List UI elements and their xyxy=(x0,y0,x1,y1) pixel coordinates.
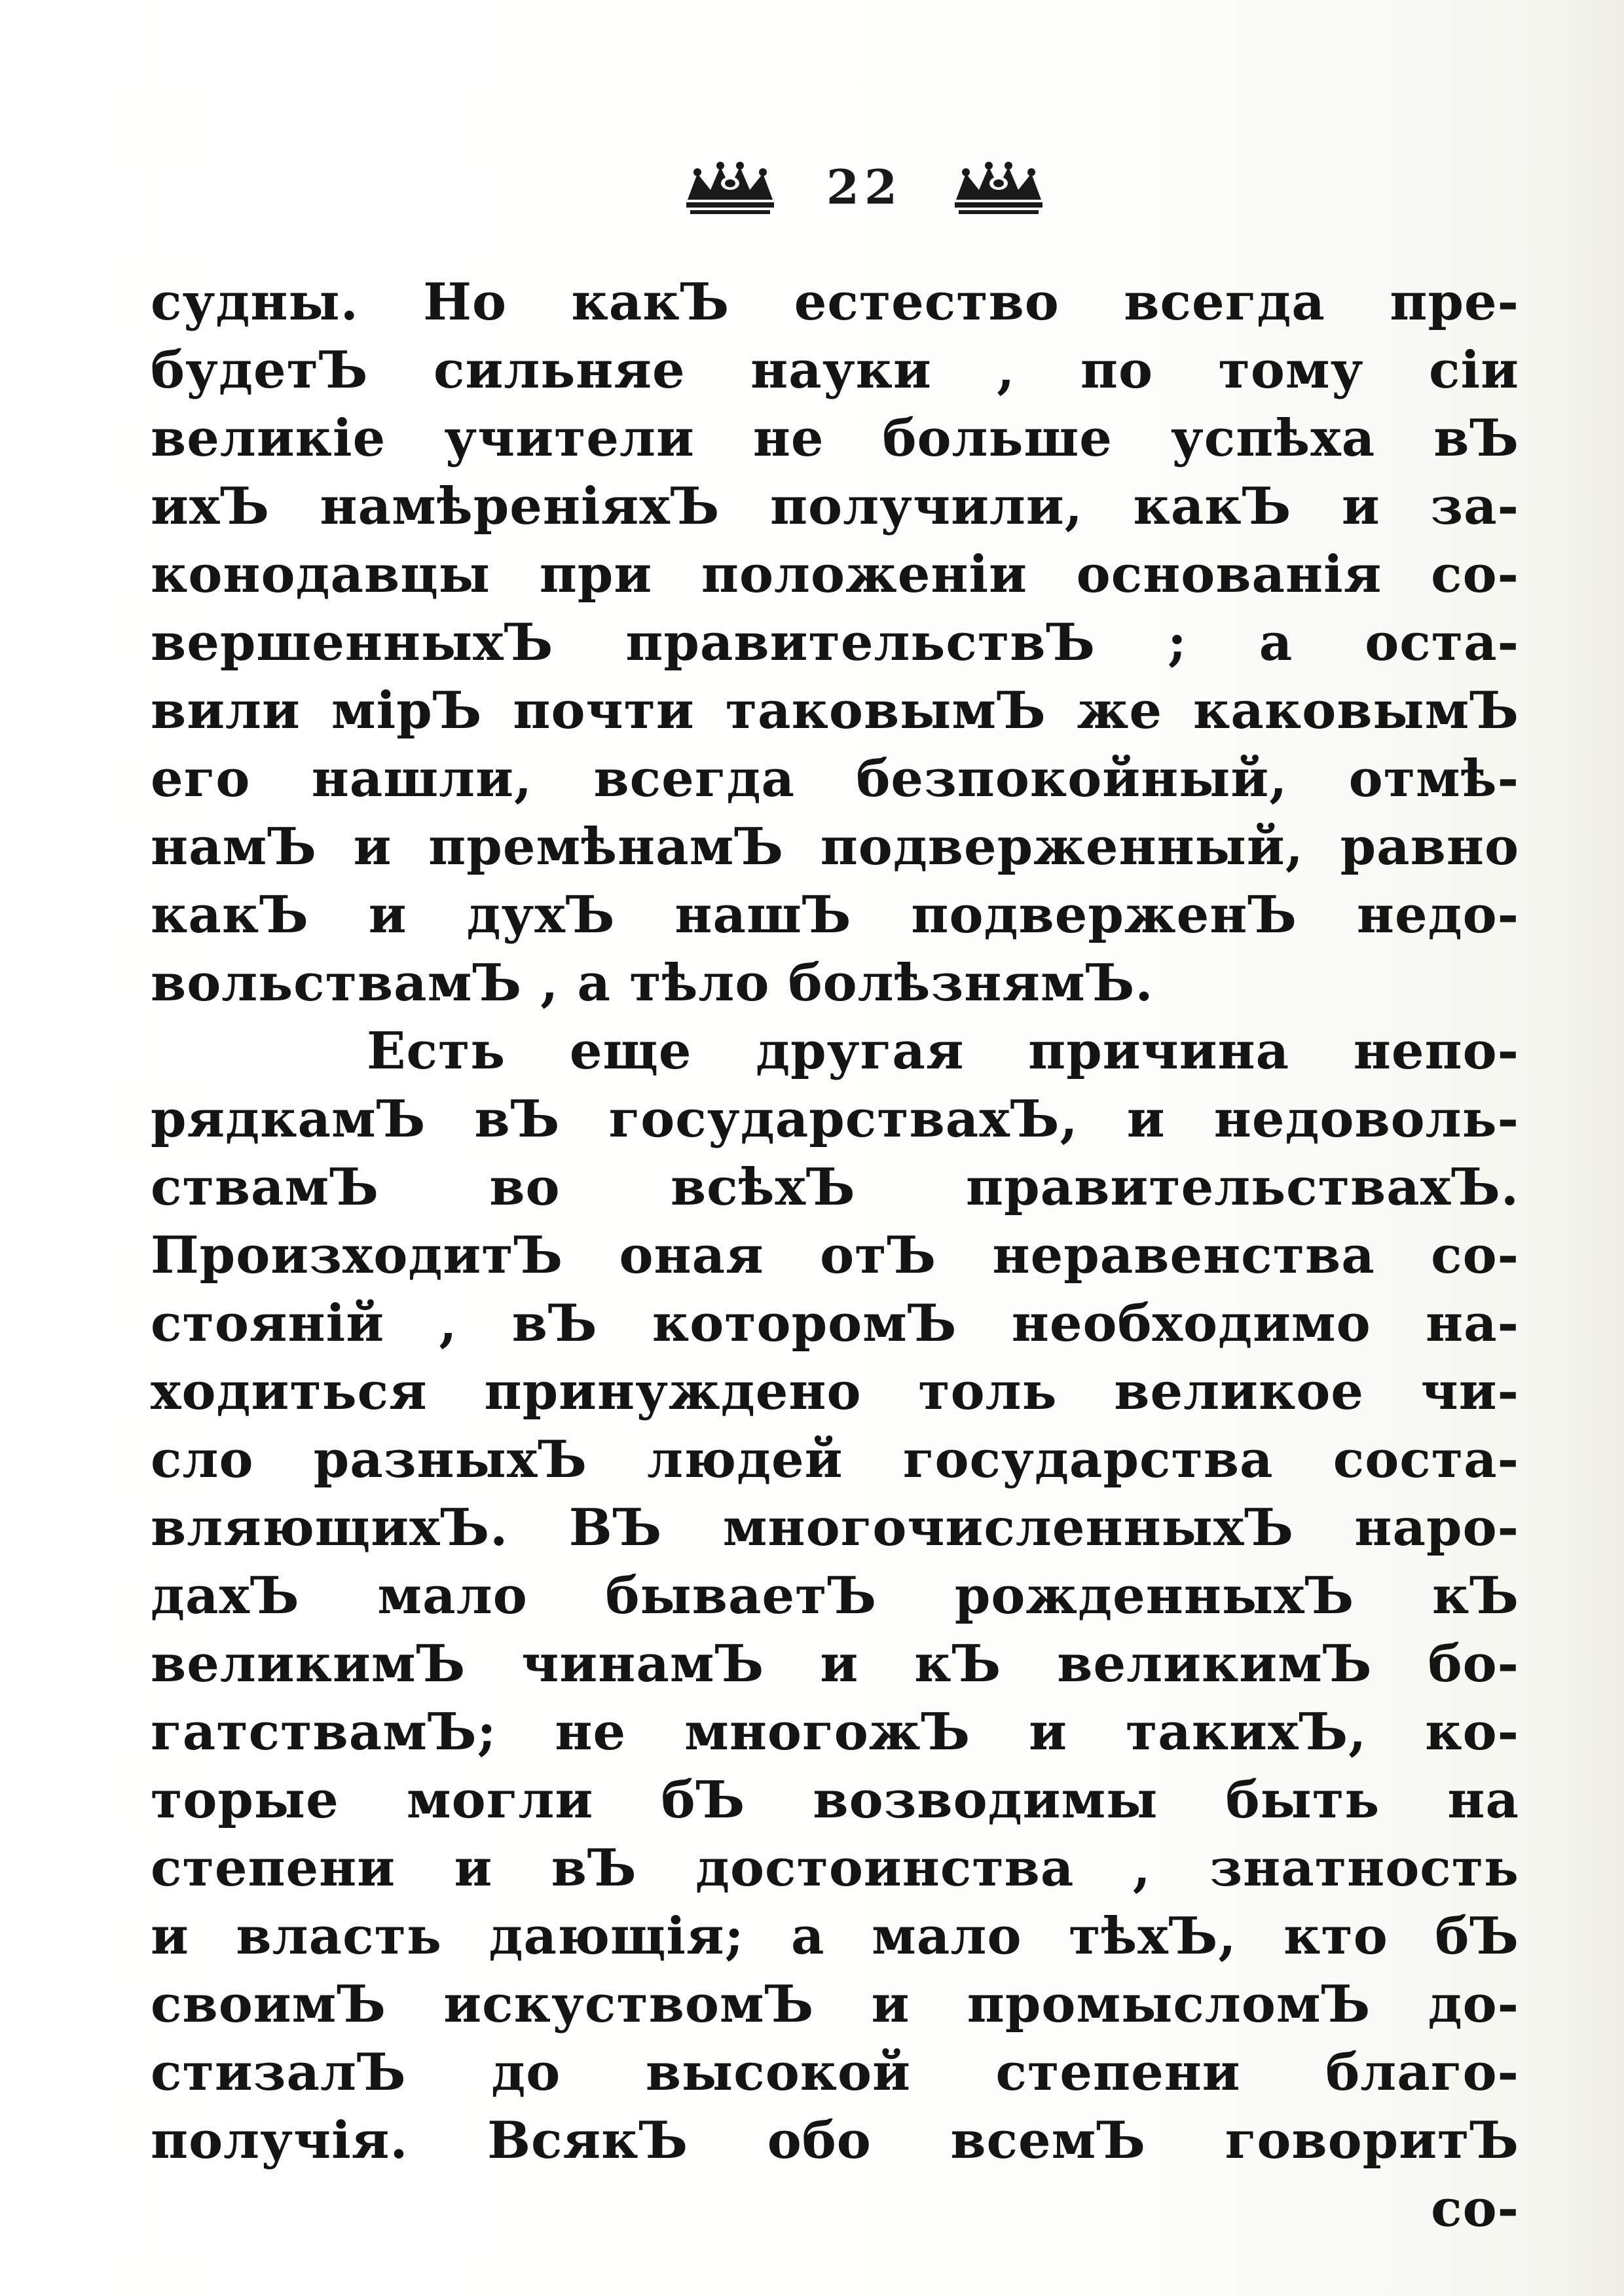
text-line: вольствамЪ , а тѣло болѣзнямЪ. xyxy=(151,953,1154,1013)
text-line: сло разныхЪ людей государства соста- xyxy=(151,1430,1519,1489)
text-line: и власть дающія; а мало тѣхЪ, кто бЪ xyxy=(151,1906,1519,1966)
text-line: стояній , вЪ которомЪ необходимо на- xyxy=(151,1294,1519,1353)
catchword: со- xyxy=(1431,2179,1519,2238)
page-header xyxy=(681,151,1048,223)
text-line: великіе учители не больше успѣха вЪ xyxy=(151,409,1519,468)
crown-ornament-icon xyxy=(950,154,1048,219)
text-line: будетЪ сильняе науки , по тому сіи xyxy=(151,340,1519,400)
text-line: своимЪ искуствомЪ и промысломЪ до- xyxy=(151,1975,1519,2034)
text-line: ходиться принуждено толь великое чи- xyxy=(151,1362,1519,1421)
body-text xyxy=(151,268,1519,2243)
text-line: вили мірЪ почти таковымЪ же каковымЪ xyxy=(151,681,1519,740)
text-line: его нашли, всегда безпокойный, отмѣ- xyxy=(151,749,1519,809)
text-line: торые могли бЪ возводимы быть на xyxy=(151,1770,1519,1830)
text-line: гатствамЪ; не многожЪ и такихЪ, ко- xyxy=(151,1702,1519,1762)
text-line: получія. ВсякЪ обо всемЪ говоритЪ xyxy=(151,2111,1519,2170)
text-line: ствамЪ во всѣхЪ правительствахЪ. xyxy=(151,1157,1519,1217)
text-line: степени и вЪ достоинства , знатность xyxy=(151,1838,1519,1898)
text-line: рядкамЪ вЪ государствахЪ, и недоволь- xyxy=(151,1089,1519,1149)
text-line: ихЪ намѣреніяхЪ получили, какЪ и за- xyxy=(151,477,1519,536)
crown-ornament-icon xyxy=(681,154,779,219)
text-line: вляющихЪ. ВЪ многочисленныхЪ наро- xyxy=(151,1498,1519,1558)
text-line: Есть еще другая причина непо- xyxy=(367,1021,1519,1081)
text-line: судны. Но какЪ естество всегда пре- xyxy=(151,272,1519,332)
text-line: дахЪ мало бываетЪ рожденныхЪ кЪ xyxy=(151,1566,1519,1626)
text-line: какЪ и духЪ нашЪ подверженЪ недо- xyxy=(151,885,1519,945)
text-line: вершенныхЪ правительствЪ ; а оста- xyxy=(151,613,1519,672)
text-line: стизалЪ до высокой степени благо- xyxy=(151,2043,1519,2102)
text-line: ПроизходитЪ оная отЪ неравенства со- xyxy=(151,1226,1519,1285)
text-line: намЪ и премѣнамЪ подверженный, равно xyxy=(151,817,1519,877)
page-number: 22 xyxy=(826,158,903,215)
text-line: конодавцы при положеніи основанія со- xyxy=(151,545,1519,604)
text-line: великимЪ чинамЪ и кЪ великимЪ бо- xyxy=(151,1634,1519,1694)
